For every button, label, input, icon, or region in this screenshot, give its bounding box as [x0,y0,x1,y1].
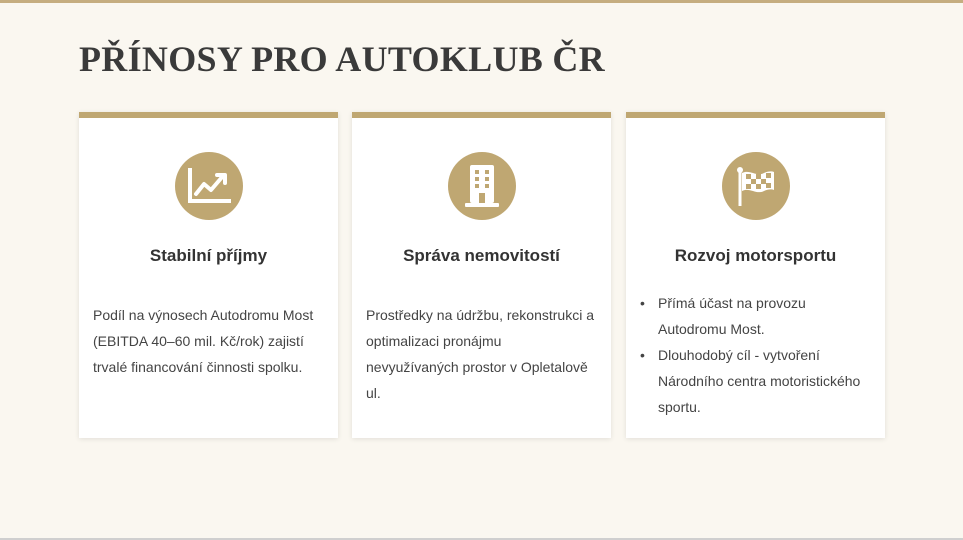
card-text: Prostředky na údržbu, rekonstrukci a optimalizaci pronájmu nevyužívaných prostor v Opletalově ul. [366,307,594,401]
card-text: Podíl na výnosech Autodromu Most (EBITDA 40–60 mil. Kč/rok) zajistí trvalé financování činnosti spolku. [93,307,314,375]
card-title: Stabilní příjmy [149,246,268,265]
card-motorsport-development [626,112,885,438]
chart-line-icon [175,152,243,220]
list-item: • Přímá účast na provozu Autodromu Most. [640,290,871,342]
list-item: • Dlouhodobý cíl - vytvoření Národního centra motoristického sportu. [640,342,871,420]
card-title: Rozvoj motorsportu [674,246,837,265]
card-stable-income [79,112,338,438]
card-title: Správa nemovitostí [403,246,560,265]
bullet-list [640,290,871,420]
card-property-management [352,112,611,438]
checkered-flag-icon [722,152,790,220]
slide-title: PŘÍNOSY PRO AUTOKLUB ČR [79,39,605,79]
building-icon [448,152,516,220]
top-divider [0,0,963,3]
